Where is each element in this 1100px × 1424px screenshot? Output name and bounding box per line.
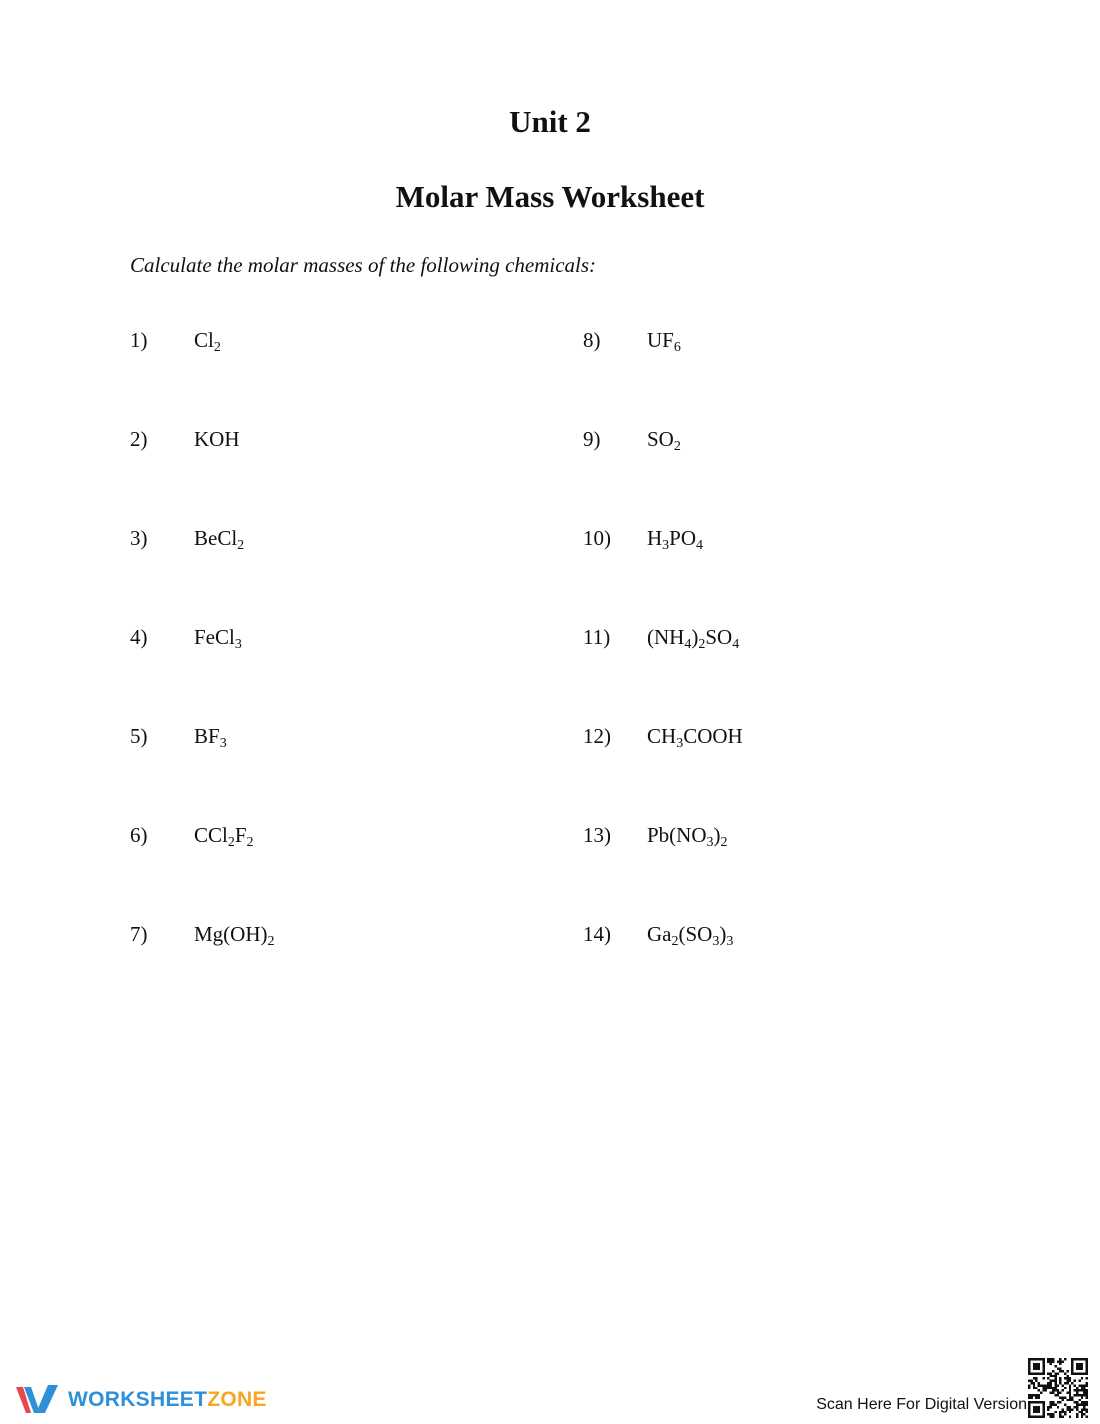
- formula-text: COOH: [683, 724, 743, 748]
- problem-number: 8): [583, 328, 601, 352]
- brand-name: [68, 1388, 267, 1412]
- formula-subscript: 4: [732, 637, 740, 652]
- chemical-formula: [647, 424, 681, 454]
- worksheetzone-logo: [14, 1383, 267, 1417]
- worksheetzone-logo-icon: [14, 1383, 60, 1417]
- problem-number: 11): [583, 625, 611, 649]
- formula-subscript: 2: [246, 835, 254, 850]
- formula-text: FeCl: [194, 625, 235, 649]
- unit-title: Unit 2: [509, 104, 591, 139]
- formula-subscript: 3: [726, 934, 734, 949]
- formula-subscript: 2: [698, 637, 706, 652]
- formula-subscript: 4: [696, 538, 704, 553]
- chemical-formula: [647, 523, 703, 553]
- problem-number: 6): [130, 823, 148, 847]
- brand-name-part2: ZONE: [207, 1388, 267, 1411]
- chemical-formula: [194, 424, 240, 454]
- problem-number: 10): [583, 526, 611, 550]
- formula-text: (NH: [647, 625, 685, 649]
- problem-number: 5): [130, 724, 148, 748]
- worksheet-title: Molar Mass Worksheet: [395, 179, 705, 214]
- formula-text: ): [719, 922, 727, 946]
- formula-text: CCl: [194, 823, 228, 847]
- formula-subscript: 6: [673, 340, 681, 355]
- formula-subscript: 2: [227, 835, 235, 850]
- formula-text: Ga: [647, 922, 672, 946]
- problem-number: 14): [583, 922, 611, 946]
- chemical-formula: [647, 325, 681, 355]
- instructions: Calculate the molar masses of the following chemicals:: [130, 253, 597, 277]
- formula-subscript: 3: [219, 736, 227, 751]
- chemical-formula: [647, 622, 739, 652]
- chemical-formula: [647, 721, 743, 751]
- formula-subscript: 3: [706, 835, 714, 850]
- formula-text: (SO: [678, 922, 713, 946]
- formula-text: Mg(OH): [194, 922, 268, 946]
- formula-subscript: 2: [237, 538, 245, 553]
- formula-subscript: 2: [671, 934, 679, 949]
- formula-text: Pb(NO: [647, 823, 707, 847]
- formula-text: SO: [705, 625, 733, 649]
- formula-subscript: 4: [684, 637, 692, 652]
- chemical-formula: [194, 820, 254, 850]
- formula-subscript: 3: [712, 934, 720, 949]
- formula-text: ): [713, 823, 721, 847]
- formula-text: Cl: [194, 328, 214, 352]
- formula-text: CH: [647, 724, 677, 748]
- formula-text: KOH: [194, 427, 240, 451]
- formula-text: H: [647, 526, 663, 550]
- chemical-formula: [194, 919, 275, 949]
- formula-subscript: 2: [267, 934, 275, 949]
- formula-text: BF: [194, 724, 220, 748]
- brand-name-part1: WORKSHEET: [68, 1388, 208, 1411]
- qr-code-icon[interactable]: [1028, 1358, 1088, 1418]
- formula-text: ): [691, 625, 699, 649]
- formula-text: BeCl: [194, 526, 238, 550]
- problem-number: 1): [130, 328, 148, 352]
- formula-text: UF: [647, 328, 674, 352]
- chemical-formula: [194, 622, 242, 652]
- scan-text: Scan Here For Digital Version: [816, 1396, 1027, 1413]
- chemical-formula: [194, 523, 244, 553]
- formula-subscript: 2: [720, 835, 728, 850]
- problem-number: 4): [130, 625, 148, 649]
- formula-subscript: 3: [234, 637, 242, 652]
- formula-subscript: 2: [213, 340, 221, 355]
- formula-text: F: [234, 823, 247, 847]
- problem-number: 3): [130, 526, 148, 550]
- formula-text: SO: [647, 427, 674, 451]
- problem-number: 7): [130, 922, 148, 946]
- chemical-formula: [194, 325, 221, 355]
- chemical-formula: [194, 721, 227, 751]
- formula-subscript: 2: [673, 439, 681, 454]
- problem-number: 9): [583, 427, 601, 451]
- formula-text: PO: [669, 526, 697, 550]
- chemical-formula: [647, 820, 728, 850]
- formula-subscript: 3: [676, 736, 684, 751]
- formula-subscript: 3: [662, 538, 670, 553]
- problem-number: 13): [583, 823, 611, 847]
- problem-number: 2): [130, 427, 148, 451]
- chemical-formula: [647, 919, 733, 949]
- problem-number: 12): [583, 724, 611, 748]
